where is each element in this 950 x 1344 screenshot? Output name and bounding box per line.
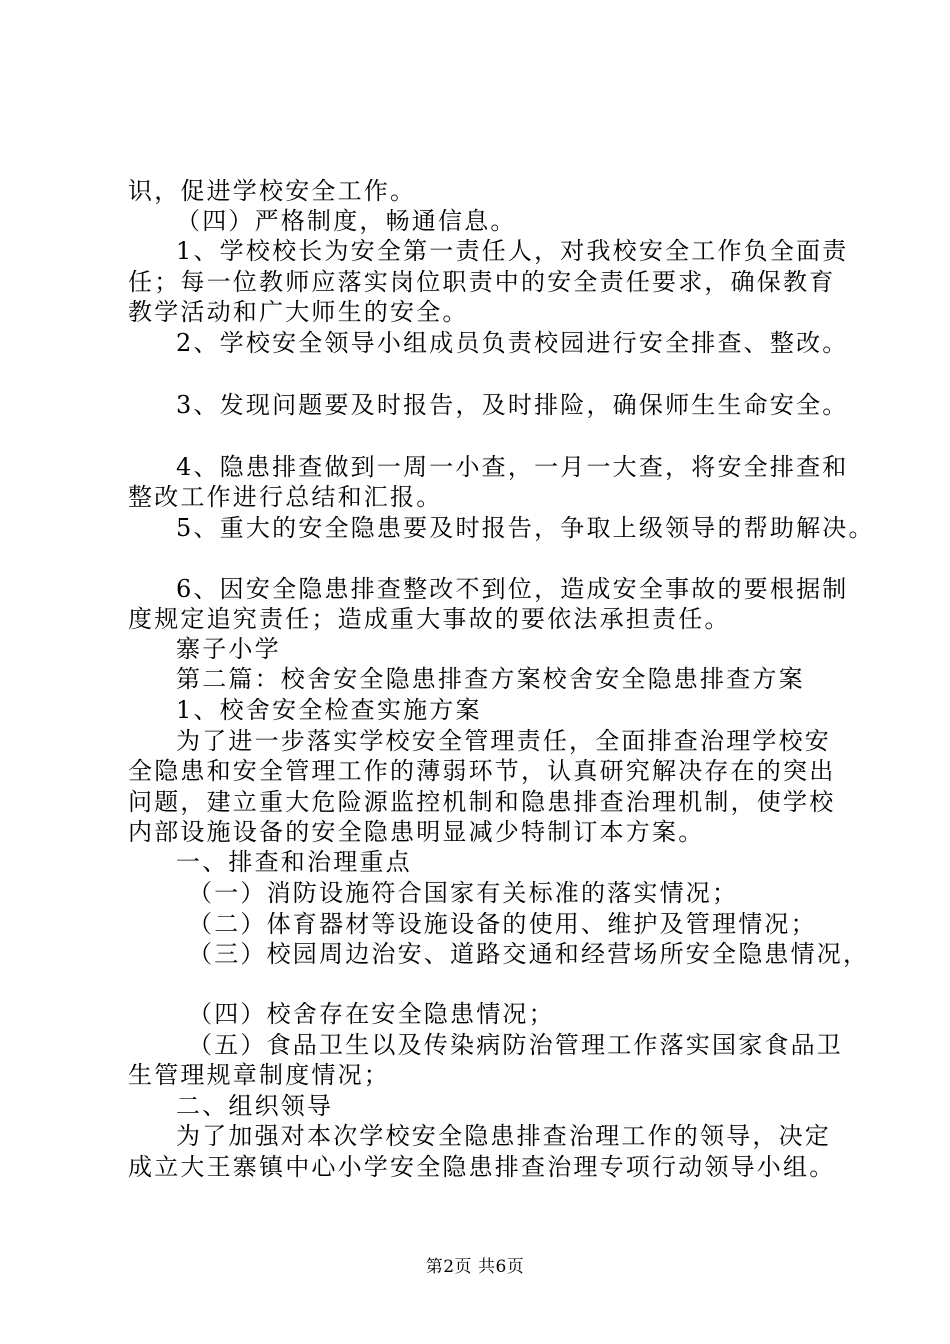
body-text-line: 教学活动和广大师生的安全。 bbox=[128, 298, 469, 326]
body-text-line: 4、隐患排查做到一周一小查，一月一大查，将安全排查和 bbox=[176, 453, 849, 481]
section-heading: 1、校舍安全检查实施方案 bbox=[176, 696, 482, 724]
body-text-line: 识，促进学校安全工作。 bbox=[128, 177, 417, 205]
list-item: （五）食品卫生以及传染病防治管理工作落实国家食品卫 bbox=[188, 1031, 843, 1059]
body-text-line: 生管理规章制度情况； bbox=[128, 1061, 390, 1089]
body-text-line: 6、因安全隐患排查整改不到位，造成安全事故的要根据制 bbox=[176, 575, 849, 603]
body-text-line: 任；每一位教师应落实岗位职责中的安全责任要求，确保教育 bbox=[128, 268, 836, 296]
section-heading: 二、组织领导 bbox=[176, 1092, 334, 1120]
list-item: （二）体育器材等设施设备的使用、维护及管理情况； bbox=[188, 910, 817, 938]
section-heading: 一、排查和治理重点 bbox=[176, 848, 412, 876]
body-text-line: 为了进一步落实学校安全管理责任，全面排查治理学校安 bbox=[176, 727, 831, 755]
body-text-line: 问题，建立重大危险源监控机制和隐患排查治理机制，使学校 bbox=[128, 788, 836, 816]
list-item: （四）校舍存在安全隐患情况； bbox=[188, 1000, 555, 1028]
page-footer: 第2页 共6页 bbox=[425, 1257, 525, 1277]
list-item: （一）消防设施符合国家有关标准的落实情况； bbox=[188, 879, 739, 907]
body-text-line: 度规定追究责任；造成重大事故的要依法承担责任。 bbox=[128, 605, 731, 633]
list-item: （三）校园周边治安、道路交通和经营场所安全隐患情况， bbox=[188, 940, 870, 968]
body-text-line: 整改工作进行总结和汇报。 bbox=[128, 483, 443, 511]
body-text-line: 成立大王寨镇中心小学安全隐患排查治理专项行动领导小组。 bbox=[128, 1153, 836, 1181]
chapter-title: 第二篇：校舍安全隐患排查方案校舍安全隐患排查方案 bbox=[176, 665, 805, 693]
body-text-line: 全隐患和安全管理工作的薄弱环节，认真研究解决存在的突出 bbox=[128, 757, 836, 785]
section-heading: （四）严格制度，畅通信息。 bbox=[176, 207, 517, 235]
body-text-line: 2、学校安全领导小组成员负责校园进行安全排查、整改。 bbox=[176, 329, 849, 357]
body-text-line: 内部设施设备的安全隐患明显减少特制订本方案。 bbox=[128, 818, 705, 846]
body-text-line: 3、发现问题要及时报告，及时排险，确保师生生命安全。 bbox=[176, 391, 849, 419]
body-text-line: 1、学校校长为安全第一责任人，对我校安全工作负全面责 bbox=[176, 237, 849, 265]
body-text-line: 5、重大的安全隐患要及时报告，争取上级领导的帮助解决。 bbox=[176, 514, 875, 542]
body-text-line: 为了加强对本次学校安全隐患排查治理工作的领导，决定 bbox=[176, 1122, 831, 1150]
signature-text: 寨子小学 bbox=[176, 635, 281, 663]
